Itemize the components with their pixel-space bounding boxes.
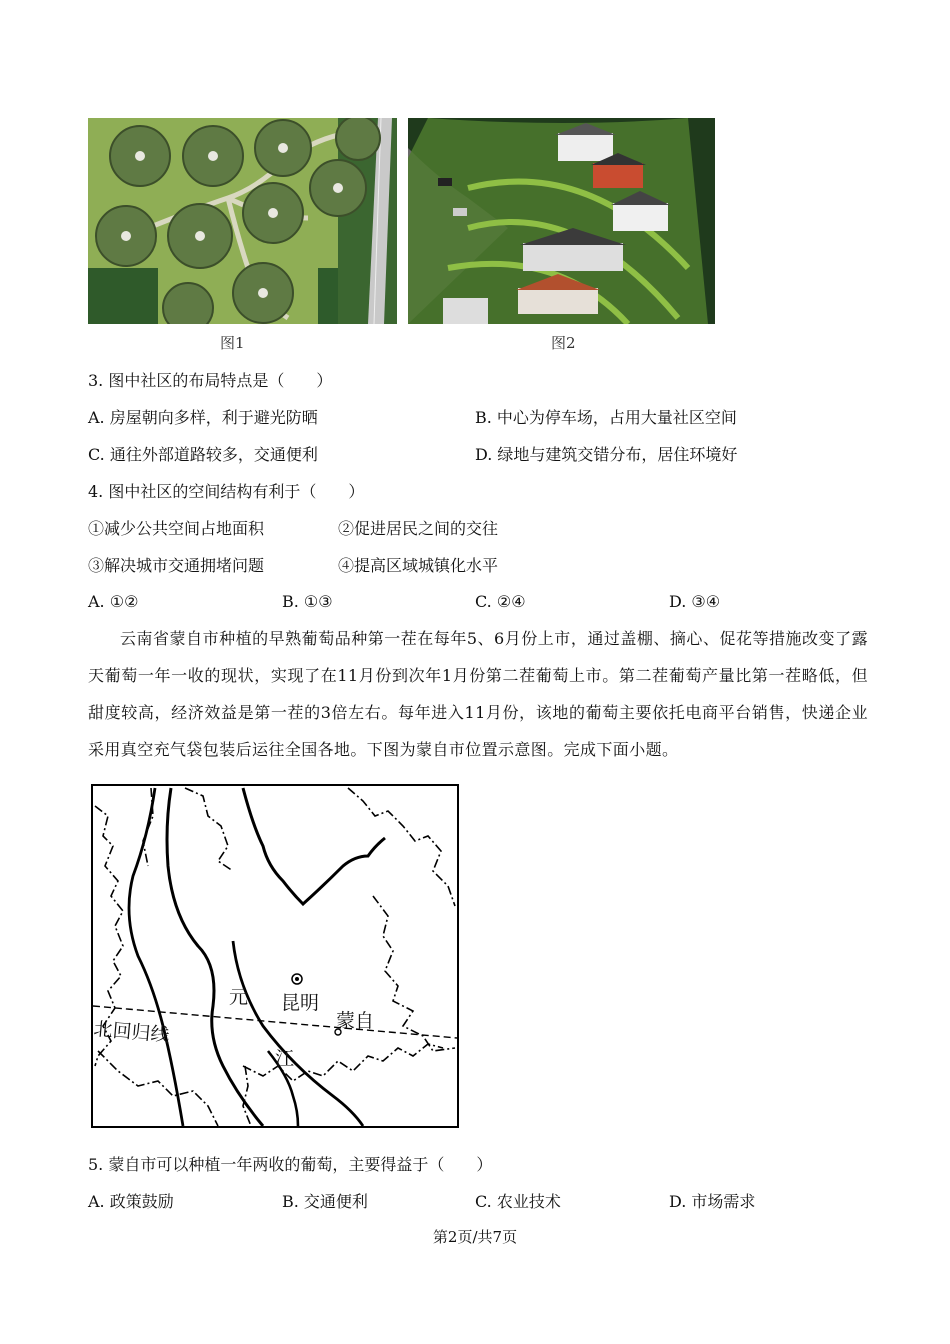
question-4-option-a: A. ①② — [88, 592, 139, 611]
tropic-of-cancer-label: 北回归线 — [92, 1017, 171, 1047]
question-3-option-c: C. 通往外部道路较多，交通便利 — [88, 445, 318, 464]
question-4-statement-3: ③解决城市交通拥堵问题 — [88, 556, 265, 575]
question-3-option-d: D. 绿地与建筑交错分布，居住环境好 — [475, 445, 738, 464]
question-4-option-b: B. ①③ — [282, 592, 333, 611]
passage-text: 云南省蒙自市种植的早熟葡萄品种第一茬在每年5、6月份上市，通过盖棚、摘心、促花等措施改变了露天葡萄一年一收的现状，实现了在11月份到次年1月份第二茬葡萄上市。第二茬葡萄产量比第一茬略低，但甜度较高，经济效益是第一茬的3倍左右。每年进入11月份，该地的葡萄主要依托电商平台销售，快递企业采用真空充气袋包装后运往全国各地。下图为蒙自市位置示意图。完成下面小题。 — [88, 629, 868, 759]
figure-2-caption: 图2 — [551, 334, 576, 352]
question-4-option-c: C. ②④ — [475, 592, 526, 611]
question-5-option-d: D. 市场需求 — [669, 1192, 756, 1211]
mengzi-label: 蒙自 — [336, 1010, 375, 1032]
kunming-label: 昆明 — [281, 992, 320, 1014]
figure-2-photo — [408, 118, 715, 324]
question-5-option-a: A. 政策鼓励 — [88, 1192, 174, 1211]
location-map — [91, 784, 459, 1128]
question-5-stem: 5. 蒙自市可以种植一年两收的葡萄，主要得益于（ ） — [88, 1155, 493, 1174]
page-number: 第2页/共7页 — [432, 1228, 518, 1246]
question-3-stem: 3. 图中社区的布局特点是（ ） — [88, 371, 333, 390]
reading-passage — [88, 620, 868, 768]
figure-1-photo — [88, 118, 397, 324]
question-4-statement-4: ④提高区域城镇化水平 — [338, 556, 499, 575]
question-4-statement-1: ①减少公共空间占地面积 — [88, 519, 265, 538]
question-5-option-b: B. 交通便利 — [282, 1192, 368, 1211]
question-3-option-b: B. 中心为停车场，占用大量社区空间 — [475, 408, 737, 427]
river-label-yuan: 元 — [229, 986, 249, 1008]
question-5-option-c: C. 农业技术 — [475, 1192, 561, 1211]
figure-1-caption: 图1 — [220, 334, 245, 352]
question-4-option-d: D. ③④ — [669, 592, 721, 611]
question-4-statement-2: ②促进居民之间的交往 — [338, 519, 499, 538]
question-4-stem: 4. 图中社区的空间结构有利于（ ） — [88, 482, 365, 501]
river-label-jiang: 江 — [275, 1048, 295, 1070]
question-3-option-a: A. 房屋朝向多样，利于避光防晒 — [88, 408, 318, 427]
